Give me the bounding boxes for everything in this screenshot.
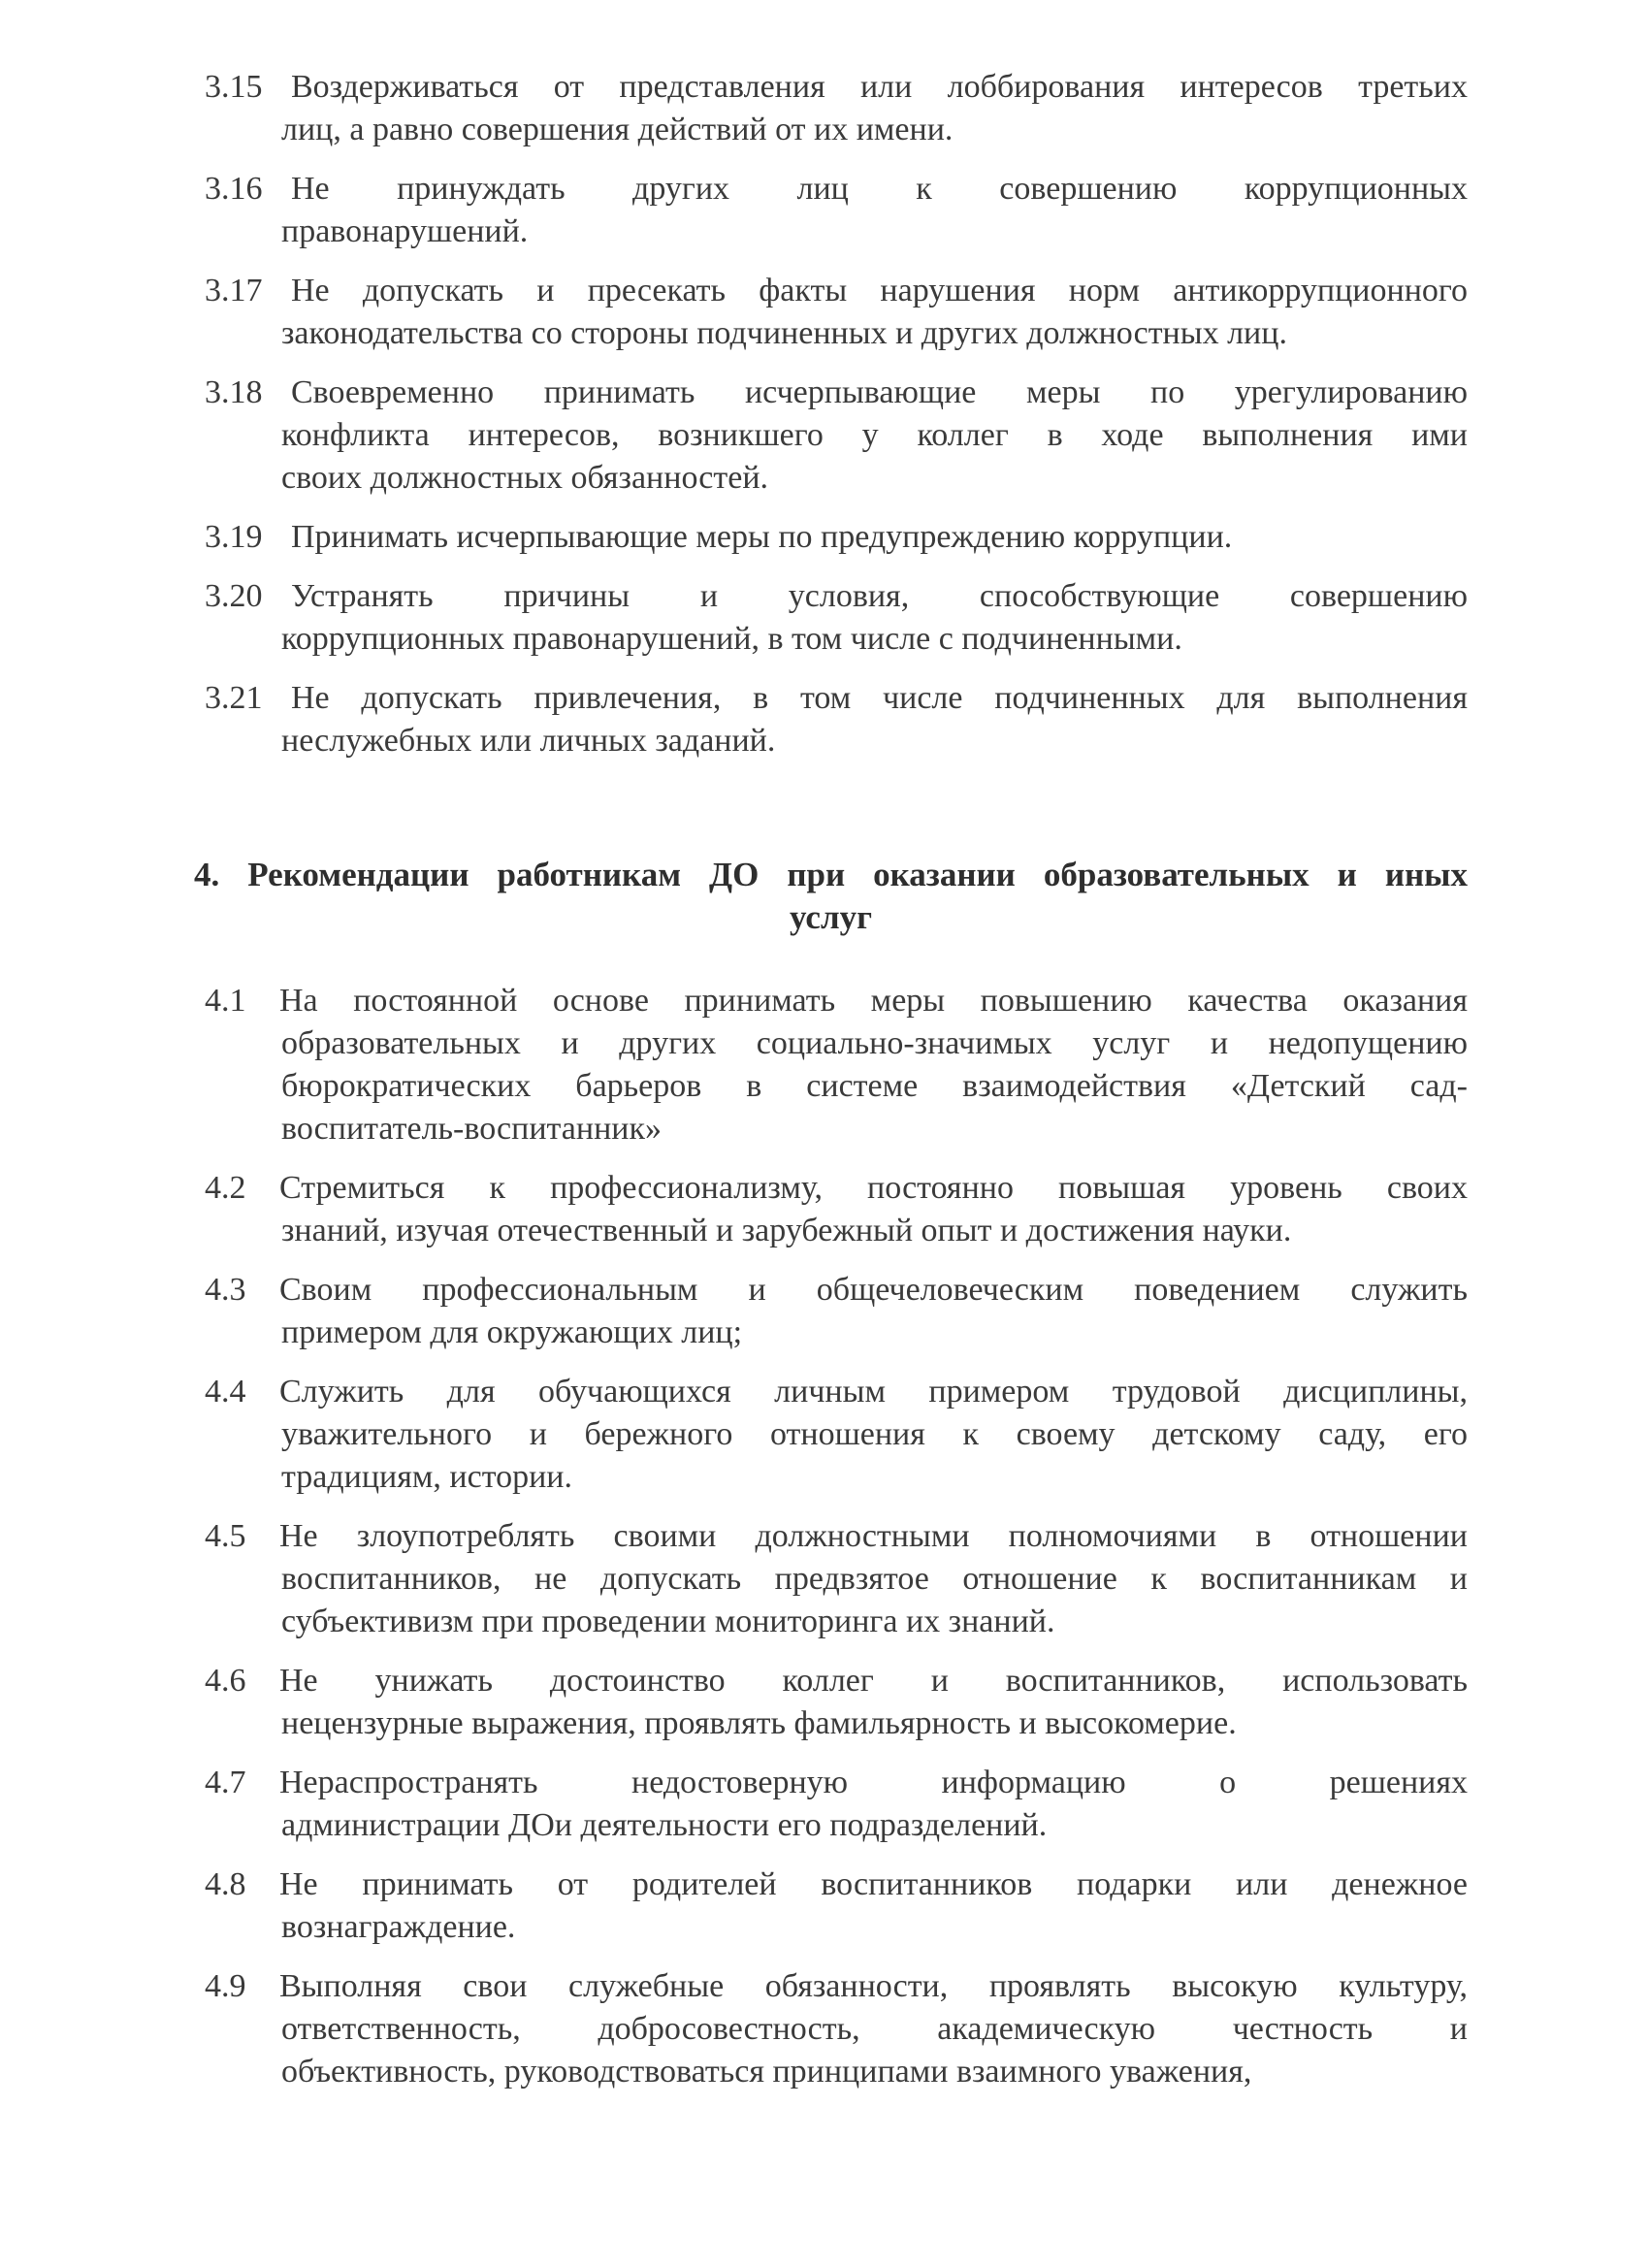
item-number: 3.19 bbox=[205, 519, 263, 555]
item-number: 4.9 bbox=[205, 1968, 246, 2004]
item-number: 3.18 bbox=[205, 374, 263, 410]
item-number: 4.8 bbox=[205, 1866, 246, 1902]
item-text-line: Устранять причины и условия, способствующие совершению bbox=[291, 578, 1468, 614]
item-number: 4.2 bbox=[205, 1170, 246, 1206]
item-text-line: Не допускать привлечения, в том числе подчиненных для выполнения bbox=[291, 680, 1468, 716]
item-number: 3.16 bbox=[205, 171, 263, 207]
item-text-line: лиц, а равно совершения действий от их имени. bbox=[281, 112, 954, 147]
item-text-line: конфликта интересов, возникшего у коллег в ходе выполнения ими bbox=[281, 417, 1468, 453]
item-text-line: Стремиться к профессионализму, постоянно повышая уровень своих bbox=[279, 1170, 1468, 1206]
item-text-line: Своим профессиональным и общечеловеческим поведением служить bbox=[279, 1272, 1468, 1308]
item-text-line: ответственность, добросовестность, академическую честность и bbox=[281, 2011, 1468, 2047]
item-text-line: Принимать исчерпывающие меры по предупреждению коррупции. bbox=[291, 519, 1233, 555]
item-text-line: воспитанников, не допускать предвзятое отношение к воспитанникам и bbox=[281, 1561, 1468, 1597]
item-number: 3.20 bbox=[205, 578, 263, 614]
section-4-heading-line-1: 4. Рекомендации работникам ДО при оказании образовательных и иных bbox=[194, 856, 1468, 893]
item-text-line: традициям, истории. bbox=[281, 1459, 572, 1495]
item-text-line: коррупционных правонарушений, в том числе с подчиненными. bbox=[281, 621, 1182, 657]
item-text-line: На постоянной основе принимать меры повышению качества оказания bbox=[279, 983, 1468, 1019]
item-text-line: правонарушений. bbox=[281, 213, 529, 249]
item-number: 3.15 bbox=[205, 69, 263, 105]
item-text-line: Не унижать достоинство коллег и воспитанников, использовать bbox=[279, 1663, 1468, 1699]
item-text-line: объективность, руководствоваться принципами взаимного уважения, bbox=[281, 2054, 1252, 2090]
item-text-line: Воздерживаться от представления или лоббирования интересов третьих bbox=[291, 69, 1468, 105]
item-number: 4.3 bbox=[205, 1272, 246, 1308]
item-number: 3.17 bbox=[205, 273, 263, 308]
item-text-line: нецензурные выражения, проявлять фамильярность и высокомерие. bbox=[281, 1705, 1237, 1741]
item-text-line: неслужебных или личных заданий. bbox=[281, 723, 776, 759]
item-number: 4.4 bbox=[205, 1374, 246, 1409]
item-text-line: Не принимать от родителей воспитанников подарки или денежное bbox=[279, 1866, 1468, 1902]
item-text-line: бюрократических барьеров в системе взаимодействия «Детский сад- bbox=[281, 1068, 1468, 1104]
item-text-line: вознаграждение. bbox=[281, 1909, 516, 1945]
item-number: 4.7 bbox=[205, 1765, 246, 1800]
item-text-line: Не принуждать других лиц к совершению коррупционных bbox=[291, 171, 1468, 207]
item-text-line: Не злоупотреблять своими должностными полномочиями в отношении bbox=[279, 1518, 1468, 1554]
item-text-line: образовательных и других социально-значимых услуг и недопущению bbox=[281, 1025, 1468, 1061]
item-text-line: администрации ДОи деятельности его подразделений. bbox=[281, 1807, 1048, 1843]
item-text-line: Служить для обучающихся личным примером трудовой дисциплины, bbox=[279, 1374, 1468, 1409]
item-text-line: Нераспространять недостоверную информацию о решениях bbox=[279, 1765, 1468, 1800]
item-text-line: Не допускать и пресекать факты нарушения норм антикоррупционного bbox=[291, 273, 1468, 308]
item-text-line: субъективизм при проведении мониторинга их знаний. bbox=[281, 1604, 1055, 1639]
item-text-line: своих должностных обязанностей. bbox=[281, 460, 769, 496]
item-text-line: Своевременно принимать исчерпывающие меры по урегулированию bbox=[291, 374, 1468, 410]
item-number: 4.5 bbox=[205, 1518, 246, 1554]
item-text-line: Выполняя свои служебные обязанности, проявлять высокую культуру, bbox=[279, 1968, 1468, 2004]
item-text-line: воспитатель-воспитанник» bbox=[281, 1111, 662, 1147]
item-number: 4.6 bbox=[205, 1663, 246, 1699]
item-text-line: уважительного и бережного отношения к своему детскому саду, его bbox=[281, 1416, 1468, 1452]
item-text-line: знаний, изучая отечественный и зарубежный опыт и достижения науки. bbox=[281, 1213, 1292, 1248]
item-text-line: законодательства со стороны подчиненных и других должностных лиц. bbox=[281, 315, 1287, 351]
item-number: 4.1 bbox=[205, 983, 246, 1019]
section-4-heading-line-2: услуг bbox=[790, 898, 872, 936]
item-text-line: примером для окружающих лиц; bbox=[281, 1314, 743, 1350]
item-number: 3.21 bbox=[205, 680, 263, 716]
